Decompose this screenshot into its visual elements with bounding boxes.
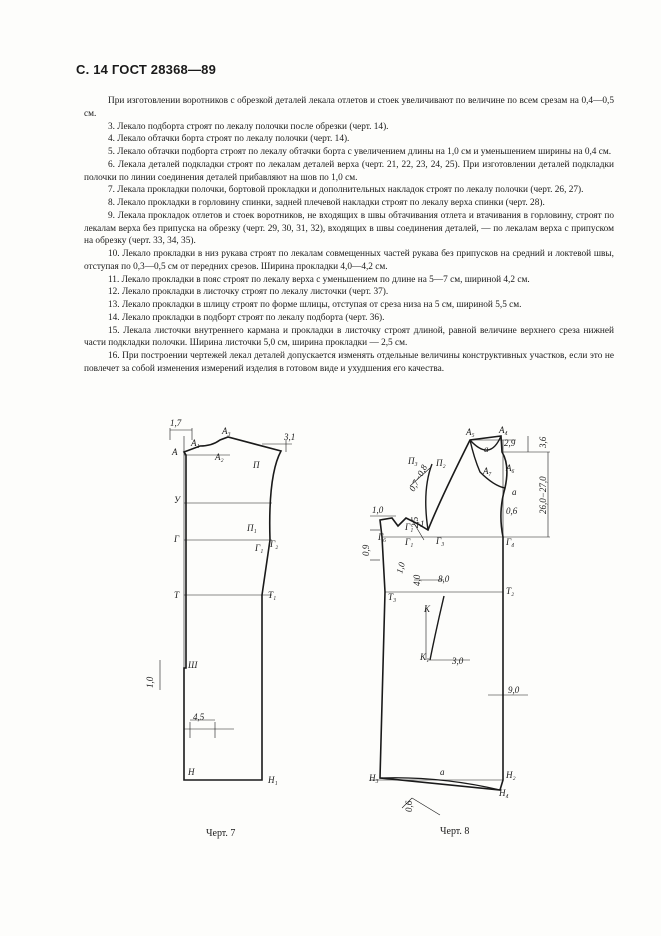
fig8-pocket — [430, 596, 444, 660]
fig8-labels — [361, 425, 548, 812]
label-T2: Т₂ — [506, 586, 515, 596]
label-P: П — [253, 460, 260, 470]
dim-1-7: 1,7 — [170, 418, 182, 428]
dim-2-5: 2,5 — [410, 516, 420, 528]
fig8-outline — [380, 436, 507, 790]
paragraph: 14. Лекало прокладки в подборт строят по лекалу подборта (черт. 36). — [108, 312, 385, 323]
label-one: 1 — [420, 519, 425, 529]
label-G6: Г₆ — [378, 532, 387, 542]
dim-8-0: 8,0 — [438, 574, 450, 584]
dim-3-6: 3,6 — [538, 436, 548, 448]
label-G2: Г₂ — [270, 539, 279, 549]
dim-0-7-0-8: 0,7−0,8 — [406, 463, 430, 493]
paragraph: При изготовлении воротников с обрезкой деталей лекала отлетов и стоек увеличивают по величине по всем срезам на 0,4—0,5 см. — [84, 96, 614, 119]
label-U: У — [174, 495, 181, 505]
dim-1-0-side: 1,0 — [394, 561, 407, 575]
dim-1-0-top: 1,0 — [372, 505, 384, 515]
dim-0-6: 0,6 — [506, 506, 518, 516]
label-a-side: а — [512, 487, 517, 497]
paragraph: 11. Лекало прокладки в пояс строят по лекалу верха с уменьшением по длине на 5—7 см, шириной 4,2 см. — [108, 274, 530, 285]
paragraph: 3. Лекало подборта строят по лекалу полочки после обрезки (черт. 14). — [108, 121, 389, 132]
label-G5: Г₁ — [405, 537, 414, 547]
paragraph: 15. Лекала листочки внутреннего кармана и прокладки в листочку строят длиной, равной величине верхнего среза нижней части подкладки полочки. Ширина листочки 5,0 см, ширина прокладки — 2,5 см. — [84, 325, 614, 349]
caption-fig8: Черт. 8 — [440, 826, 470, 837]
label-H1: Н₁ — [268, 775, 278, 785]
dim-3-1: 3,1 — [284, 432, 296, 442]
label-A4: А₄ — [499, 425, 508, 435]
label-a-hem: а — [440, 767, 445, 777]
dim-2-9: 2,9 — [504, 438, 516, 448]
label-P2: П₂ — [436, 458, 446, 468]
label-K1: К₁ — [420, 652, 430, 662]
paragraph: 9. Лекала прокладок отлетов и стоек воротников, не входящих в швы обтачивания отлета и втачивания в горловину, строят по лекалам верха без припуска на обрезку (черт. 29, 30, 31, 32), входящих в швы соединения деталей, — по лекалам верха с припуском на обрезку (черт. 33, 34, 35). — [84, 210, 614, 247]
dim-4-5: 4,5 — [193, 712, 205, 722]
dim-3-0: 3,0 — [452, 656, 464, 666]
label-T: Т — [174, 590, 180, 600]
label-A6: А₆ — [506, 463, 515, 473]
figure-7 — [160, 428, 292, 780]
dim-0-9: 0,9 — [361, 544, 371, 556]
label-A3: А₃ — [222, 426, 231, 436]
label-G1: Г₁ — [255, 543, 264, 553]
dim-0-6-hem: 0,6 — [404, 800, 414, 812]
page-header: С. 14 ГОСТ 28368—89 — [76, 62, 217, 77]
dim-9-0: 9,0 — [508, 685, 520, 695]
label-H3: Н₃ — [369, 773, 379, 783]
label-A2: А₂ — [215, 452, 224, 462]
paragraph: 12. Лекало прокладки в листочку строят по лекалу листочки (черт. 37). — [108, 287, 389, 298]
label-H4: Н₄ — [499, 788, 509, 798]
fig8-lapel-curve — [426, 440, 505, 530]
figure-8 — [370, 436, 550, 815]
dim-4-0: 4,0 — [412, 574, 422, 586]
paragraph: 4. Лекало обтачки борта строят по лекалу полочки (черт. 14). — [108, 134, 350, 145]
label-G3: Г₃ — [436, 536, 445, 546]
label-H2: Н₂ — [506, 770, 516, 780]
label-G1: Г₁ — [405, 522, 414, 532]
label-T1: Т₁ — [268, 590, 277, 600]
label-G4: Г₄ — [506, 537, 515, 547]
label-P1: П₁ — [247, 523, 257, 533]
paragraph: 5. Лекало обтачки подборта строят по лекалу обтачки борта с увеличением длины на 1,0 см и уменьшением ширины на 0,4 см. — [108, 147, 612, 157]
label-G: Г — [174, 534, 180, 544]
paragraph: 6. Лекала деталей подкладки строят по лекалам деталей верха (черт. 21, 22, 23, 24, 25). При изготовлении деталей подкладки полочки по линии соединения деталей прибавляют на шов по 1,0 см. — [84, 159, 614, 183]
paragraph: 10. Лекало прокладки в низ рукава строят по лекалам совмещенных частей рукава без припусков на средний и локтевой швы, отступая по 0,3—0,5 см от передних срезов. Ширина прокладки 4,0—4,2 см. — [84, 249, 614, 272]
label-P3: П₃ — [408, 456, 418, 466]
paragraph: 8. Лекало прокладки в горловину спинки, задней плечевой накладки строят по лекалу верха спинки (черт. 28). — [108, 198, 545, 208]
paragraph: 13. Лекало прокладки в шлицу строят по форме шлицы, отступая от среза низа на 5 см, шириной 5,5 см. — [108, 300, 522, 310]
dim-1-0: 1,0 — [145, 676, 155, 688]
label-Sh: Ш — [188, 660, 198, 670]
label-A7: А₇ — [483, 466, 492, 476]
fig7-outline — [184, 437, 281, 780]
fig7-labels — [145, 418, 295, 785]
label-A: А — [172, 447, 178, 457]
label-H: Н — [188, 767, 195, 777]
dim-26-27: 26,0−27,0 — [538, 476, 548, 514]
paragraph: 7. Лекала прокладки полочки, бортовой прокладки и дополнительных накладок строят по лекалу полочки (черт. 26, 27). — [108, 185, 584, 196]
label-T3: Т₃ — [388, 592, 397, 602]
label-A1: А₁ — [191, 438, 200, 448]
caption-fig7: Черт. 7 — [206, 828, 236, 839]
label-a-top: а — [484, 444, 489, 454]
paragraph: 16. При построении чертежей лекал деталей допускается изменять отдельные величины конструктивных участков, если это не повлечет за собой изменения измерений изделия в готовом виде и ухудшения его качества. — [84, 351, 614, 374]
label-K: К — [424, 604, 430, 614]
fig8-construction-lines — [370, 436, 550, 815]
label-A5: А₅ — [466, 427, 475, 437]
